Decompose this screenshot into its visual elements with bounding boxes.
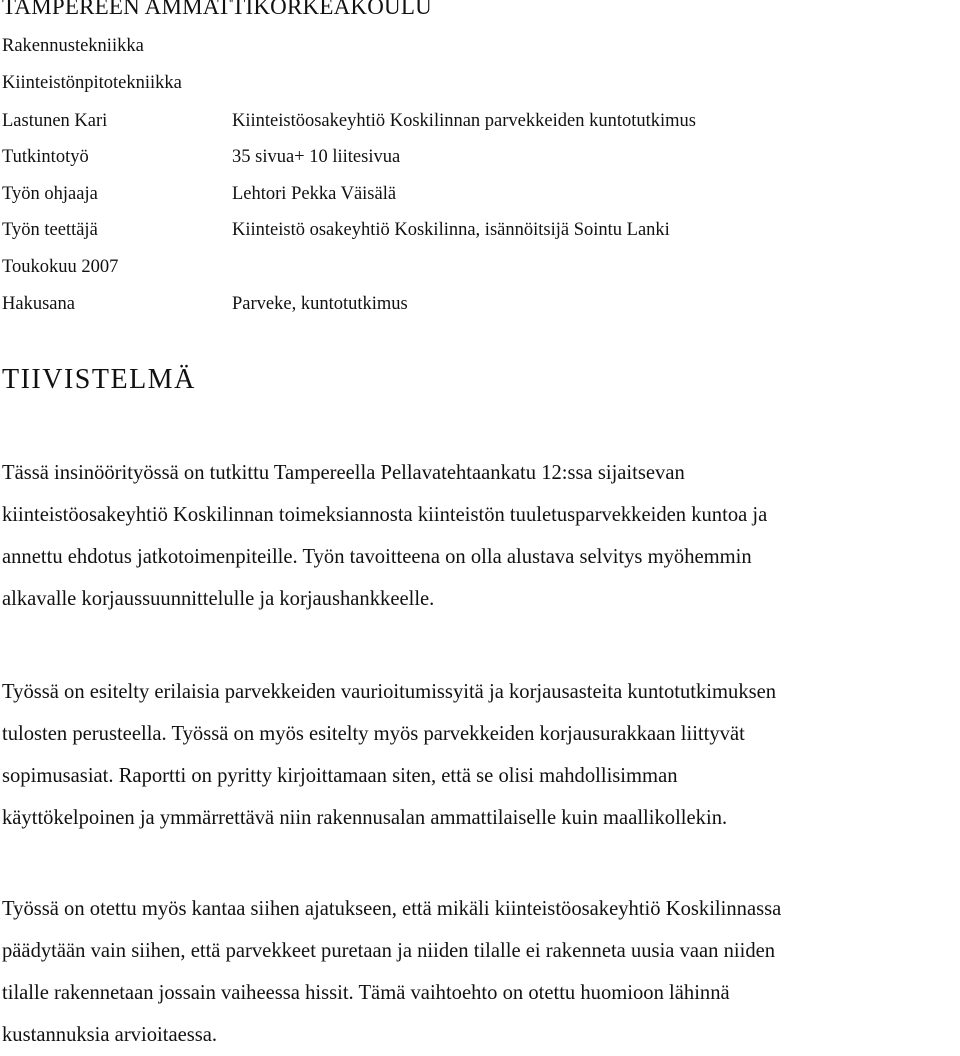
paragraph-line: sopimusasiat. Raportti on pyritty kirjoittamaan siten, että se olisi mahdollisimman [2,765,678,787]
paragraph-line: kiinteistöosakeyhtiö Koskilinnan toimeksiannosta kiinteistön tuuletusparvekkeiden kuntoa ja [2,504,768,526]
supervisor-label: Työn ohjaaja [2,184,98,204]
paragraph-line: alkavalle korjaussuunnittelulle ja korjaushankkeelle. [2,588,435,610]
abstract-paragraph-1 [2,452,958,620]
specialization: Kiinteistönpitotekniikka [2,73,182,93]
paragraph-line: Tässä insinöörityössä on tutkittu Tampereella Pellavatehtaankatu 12:ssa sijaitsevan [2,462,685,484]
paragraph-line: tilalle rakennetaan jossain vaiheessa hissit. Tämä vaihtoehto on otettu huomioon lähinnä [2,982,730,1004]
abstract-paragraph-2 [2,671,958,839]
page-count: 35 sivua+ 10 liitesivua [232,147,401,167]
paragraph-line: tulosten perusteella. Työssä on myös esitelty myös parvekkeiden korjausurakkaan liittyvät [2,723,745,745]
commissioner-label: Työn teettäjä [2,220,98,240]
paragraph-line: käyttökelpoinen ja ymmärrettävä niin rakennusalan ammattilaiselle kuin maallikollekin. [2,807,728,829]
paragraph-line: kustannuksia arvioitaessa. [2,1024,218,1046]
paragraph-line: Työssä on esitelty erilaisia parvekkeiden vaurioitumissyitä ja korjausasteita kuntotutkimuksen [2,681,777,703]
thesis-title: Kiinteistöosakeyhtiö Koskilinnan parvekkeiden kuntotutkimus [232,111,696,131]
paragraph-line: annettu ehdotus jatkotoimenpiteille. Työn tavoitteena on olla alustava selvitys myöhemmin [2,546,752,568]
institution-name: TAMPEREEN AMMATTIKORKEAKOULU [2,0,432,19]
department: Rakennustekniikka [2,36,144,56]
supervisor-name: Lehtori Pekka Väisälä [232,184,397,204]
keywords-label: Hakusana [2,294,75,314]
commissioner-name: Kiinteistö osakeyhtiö Koskilinna, isännöitsijä Sointu Lanki [232,220,670,240]
keywords-value: Parveke, kuntotutkimus [232,294,408,314]
paragraph-line: päädytään vain siihen, että parvekkeet puretaan ja niiden tilalle ei rakenneta uusia vaan niiden [2,940,776,962]
paragraph-line: Työssä on otettu myös kantaa siihen ajatukseen, että mikäli kiinteistöosakeyhtiö Koskilinnassa [2,898,782,920]
abstract-heading: TIIVISTELMÄ [2,364,196,395]
date: Toukokuu 2007 [2,257,119,277]
abstract-paragraph-3 [2,888,958,1056]
author-name: Lastunen Kari [2,111,108,131]
thesis-type-label: Tutkintotyö [2,147,89,167]
